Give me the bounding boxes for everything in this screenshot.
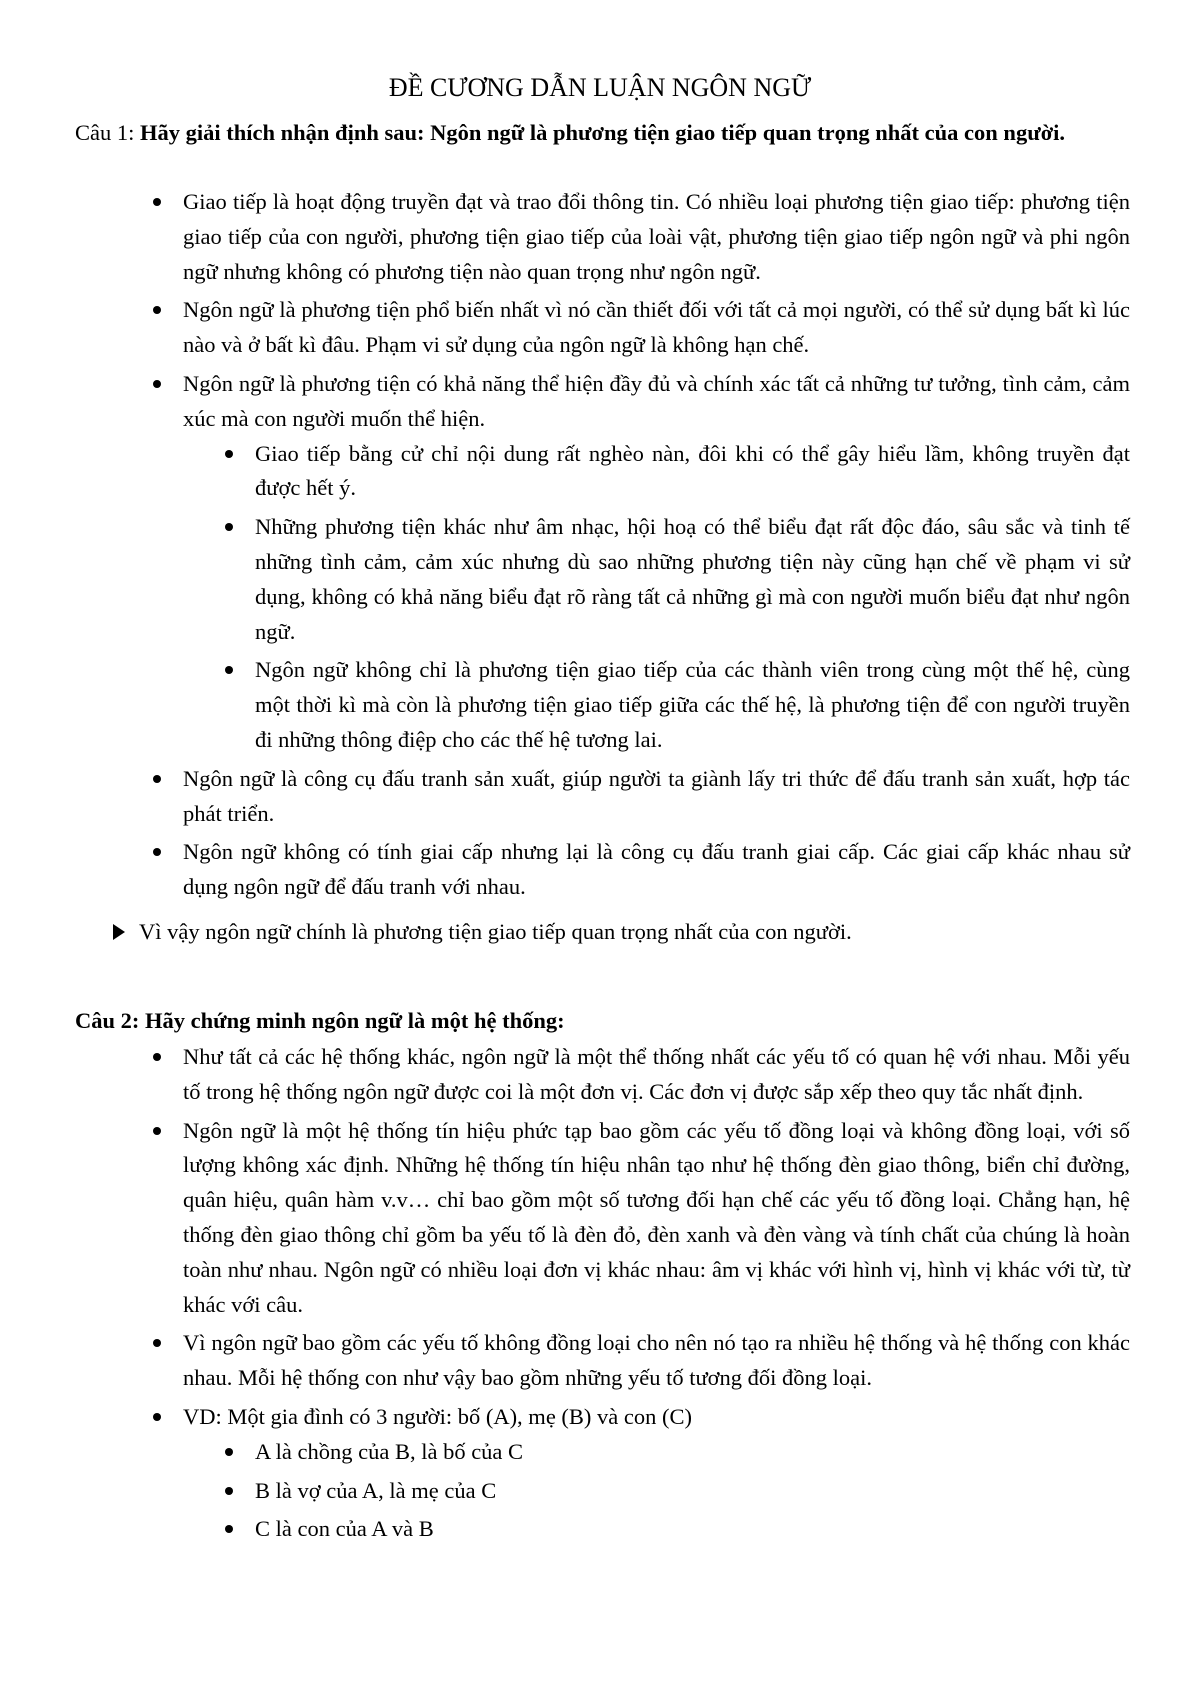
- list-item-text: Ngôn ngữ là phương tiện phổ biến nhất vì nó cần thiết đối với tất cả mọi người, có thể sử dụng bất kì lúc nào và ở bất kì đâu. Phạm vi sử dụng của ngôn ngữ là không hạn chế.: [183, 297, 1130, 358]
- list-item: [183, 1400, 1130, 1547]
- document-title: ĐỀ CƯƠNG DẪN LUẬN NGÔN NGỮ: [388, 73, 812, 102]
- sub-list-item-text: Ngôn ngữ không chỉ là phương tiện giao tiếp của các thành viên trong cùng một thế hệ, cùng một thời kì mà còn là phương tiện giao tiếp giữa các thế hệ, là phương tiện để con người truyền đi những thông điệp cho các thế hệ tương lai.: [255, 657, 1130, 752]
- section-1-sub-list: [255, 437, 1130, 758]
- sub-list-item: [255, 1474, 1130, 1509]
- sub-list-item-text: Những phương tiện khác như âm nhạc, hội hoạ có thể biểu đạt rất độc đáo, sâu sắc và tinh tế những tình cảm, cảm xúc nhưng dù sao những phương tiện này cũng hạn chế về phạm vi sử dụng, không có khả năng biểu đạt rõ ràng tất cả những gì mà con người muốn biểu đạt như ngôn ngữ.: [255, 514, 1130, 644]
- list-item-text: Ngôn ngữ không có tính giai cấp nhưng lại là công cụ đấu tranh giai cấp. Các giai cấp khác nhau sử dụng ngôn ngữ để đấu tranh với nhau.: [183, 839, 1130, 900]
- sub-list-item: [255, 653, 1130, 757]
- bullet-icon: [225, 1525, 233, 1533]
- question-1: [75, 116, 1130, 151]
- sub-list-item: [255, 510, 1130, 649]
- list-item: [183, 367, 1130, 758]
- question-2-number: Câu 2:: [75, 1008, 140, 1033]
- list-item-text: Ngôn ngữ là phương tiện có khả năng thể hiện đầy đủ và chính xác tất cả những tư tưởng, tình cảm, cảm xúc mà con người muốn thể hiện.: [183, 370, 1130, 431]
- question-2: [75, 1004, 1130, 1039]
- list-item: [183, 1040, 1130, 1110]
- list-item: [183, 762, 1130, 832]
- list-item: [183, 1114, 1130, 1323]
- bullet-icon: [153, 775, 161, 783]
- section-2-sub-list: [255, 1435, 1130, 1547]
- sub-list-item-text: C là con của A và B: [255, 1516, 434, 1542]
- list-item: [183, 835, 1130, 905]
- bullet-icon: [153, 306, 161, 314]
- list-item: [183, 185, 1130, 289]
- bullet-icon: [153, 1339, 161, 1347]
- bullet-icon: [153, 1053, 161, 1061]
- section-2-bullet-list: [183, 1040, 1130, 1551]
- list-item: [183, 293, 1130, 363]
- sub-list-item: [255, 1435, 1130, 1470]
- bullet-icon: [225, 523, 233, 531]
- section-1-bullet-list: [183, 185, 1130, 909]
- bullet-icon: [153, 380, 161, 388]
- sub-list-item: [255, 1512, 1130, 1547]
- list-item-text: Giao tiếp là hoạt động truyền đạt và trao đổi thông tin. Có nhiều loại phương tiện giao tiếp: phương tiện giao tiếp của con người, phương tiện giao tiếp của loài vật, phương tiện giao tiếp ngôn ngữ và phi ngôn ngữ nhưng không có phương tiện nào quan trọng như ngôn ngữ.: [183, 189, 1130, 284]
- list-item-text: Ngôn ngữ là công cụ đấu tranh sản xuất, giúp người ta giành lấy tri thức để đấu tranh sản xuất, hợp tác phát triển.: [183, 765, 1130, 826]
- bullet-icon: [153, 198, 161, 206]
- bullet-icon: [225, 1487, 233, 1495]
- section-1-conclusion: [113, 915, 1130, 950]
- bullet-icon: [153, 1127, 161, 1135]
- conclusion-text: Vì vậy ngôn ngữ chính là phương tiện giao tiếp quan trọng nhất của con người.: [139, 919, 852, 944]
- sub-list-item-text: A là chồng của B, là bố của C: [255, 1438, 524, 1464]
- bullet-icon: [153, 848, 161, 856]
- bullet-icon: [225, 666, 233, 674]
- list-item-text: VD: Một gia đình có 3 người: bố (A), mẹ (B) và con (C): [183, 1403, 693, 1429]
- bullet-icon: [153, 1413, 161, 1421]
- question-2-text: Hãy chứng minh ngôn ngữ là một hệ thống:: [145, 1008, 565, 1033]
- question-1-text: Hãy giải thích nhận định sau: Ngôn ngữ là phương tiện giao tiếp quan trọng nhất của con người.: [140, 120, 1066, 145]
- list-item-text: Vì ngôn ngữ bao gồm các yếu tố không đồng loại cho nên nó tạo ra nhiều hệ thống và hệ thống con khác nhau. Mỗi hệ thống con như vậy bao gồm những yếu tố tương đối đồng loại.: [183, 1330, 1130, 1391]
- list-item-text: Như tất cả các hệ thống khác, ngôn ngữ là một thể thống nhất các yếu tố có quan hệ với nhau. Mỗi yếu tố trong hệ thống ngôn ngữ được coi là một đơn vị. Các đơn vị được sắp xếp theo quy tắc nhất định.: [183, 1044, 1130, 1104]
- bullet-icon: [225, 450, 233, 458]
- sub-list-item-text: Giao tiếp bằng cử chỉ nội dung rất nghèo nàn, đôi khi có thể gây hiểu lầm, không truyền đạt được hết ý.: [255, 440, 1130, 501]
- bullet-icon: [225, 1448, 233, 1456]
- sub-list-item-text: B là vợ của A, là mẹ của C: [255, 1477, 497, 1503]
- question-1-number: Câu 1:: [75, 120, 135, 145]
- list-item-text: Ngôn ngữ là một hệ thống tín hiệu phức tạp bao gồm các yếu tố đồng loại và không đồng loại, với số lượng không xác định. Những hệ thống tín hiệu nhân tạo như hệ thống đèn giao thông, biển chỉ đường, quân hiệu, quân hàm v.v… chỉ bao gồm một số tương đối hạn chế các yếu tố đồng loại. Chẳng hạn, hệ thống đèn giao thông chỉ gồm ba yếu tố là đèn đỏ, đèn xanh và đèn vàng và tính chất của chúng là hoàn toàn như nhau. Ngôn ngữ có nhiều loại đơn vị khác nhau: âm vị khác với hình vị, hình vị khác với từ, từ khác với câu.: [183, 1117, 1130, 1317]
- arrow-bullet-icon: [113, 924, 125, 940]
- sub-list-item: [255, 437, 1130, 507]
- list-item: [183, 1326, 1130, 1396]
